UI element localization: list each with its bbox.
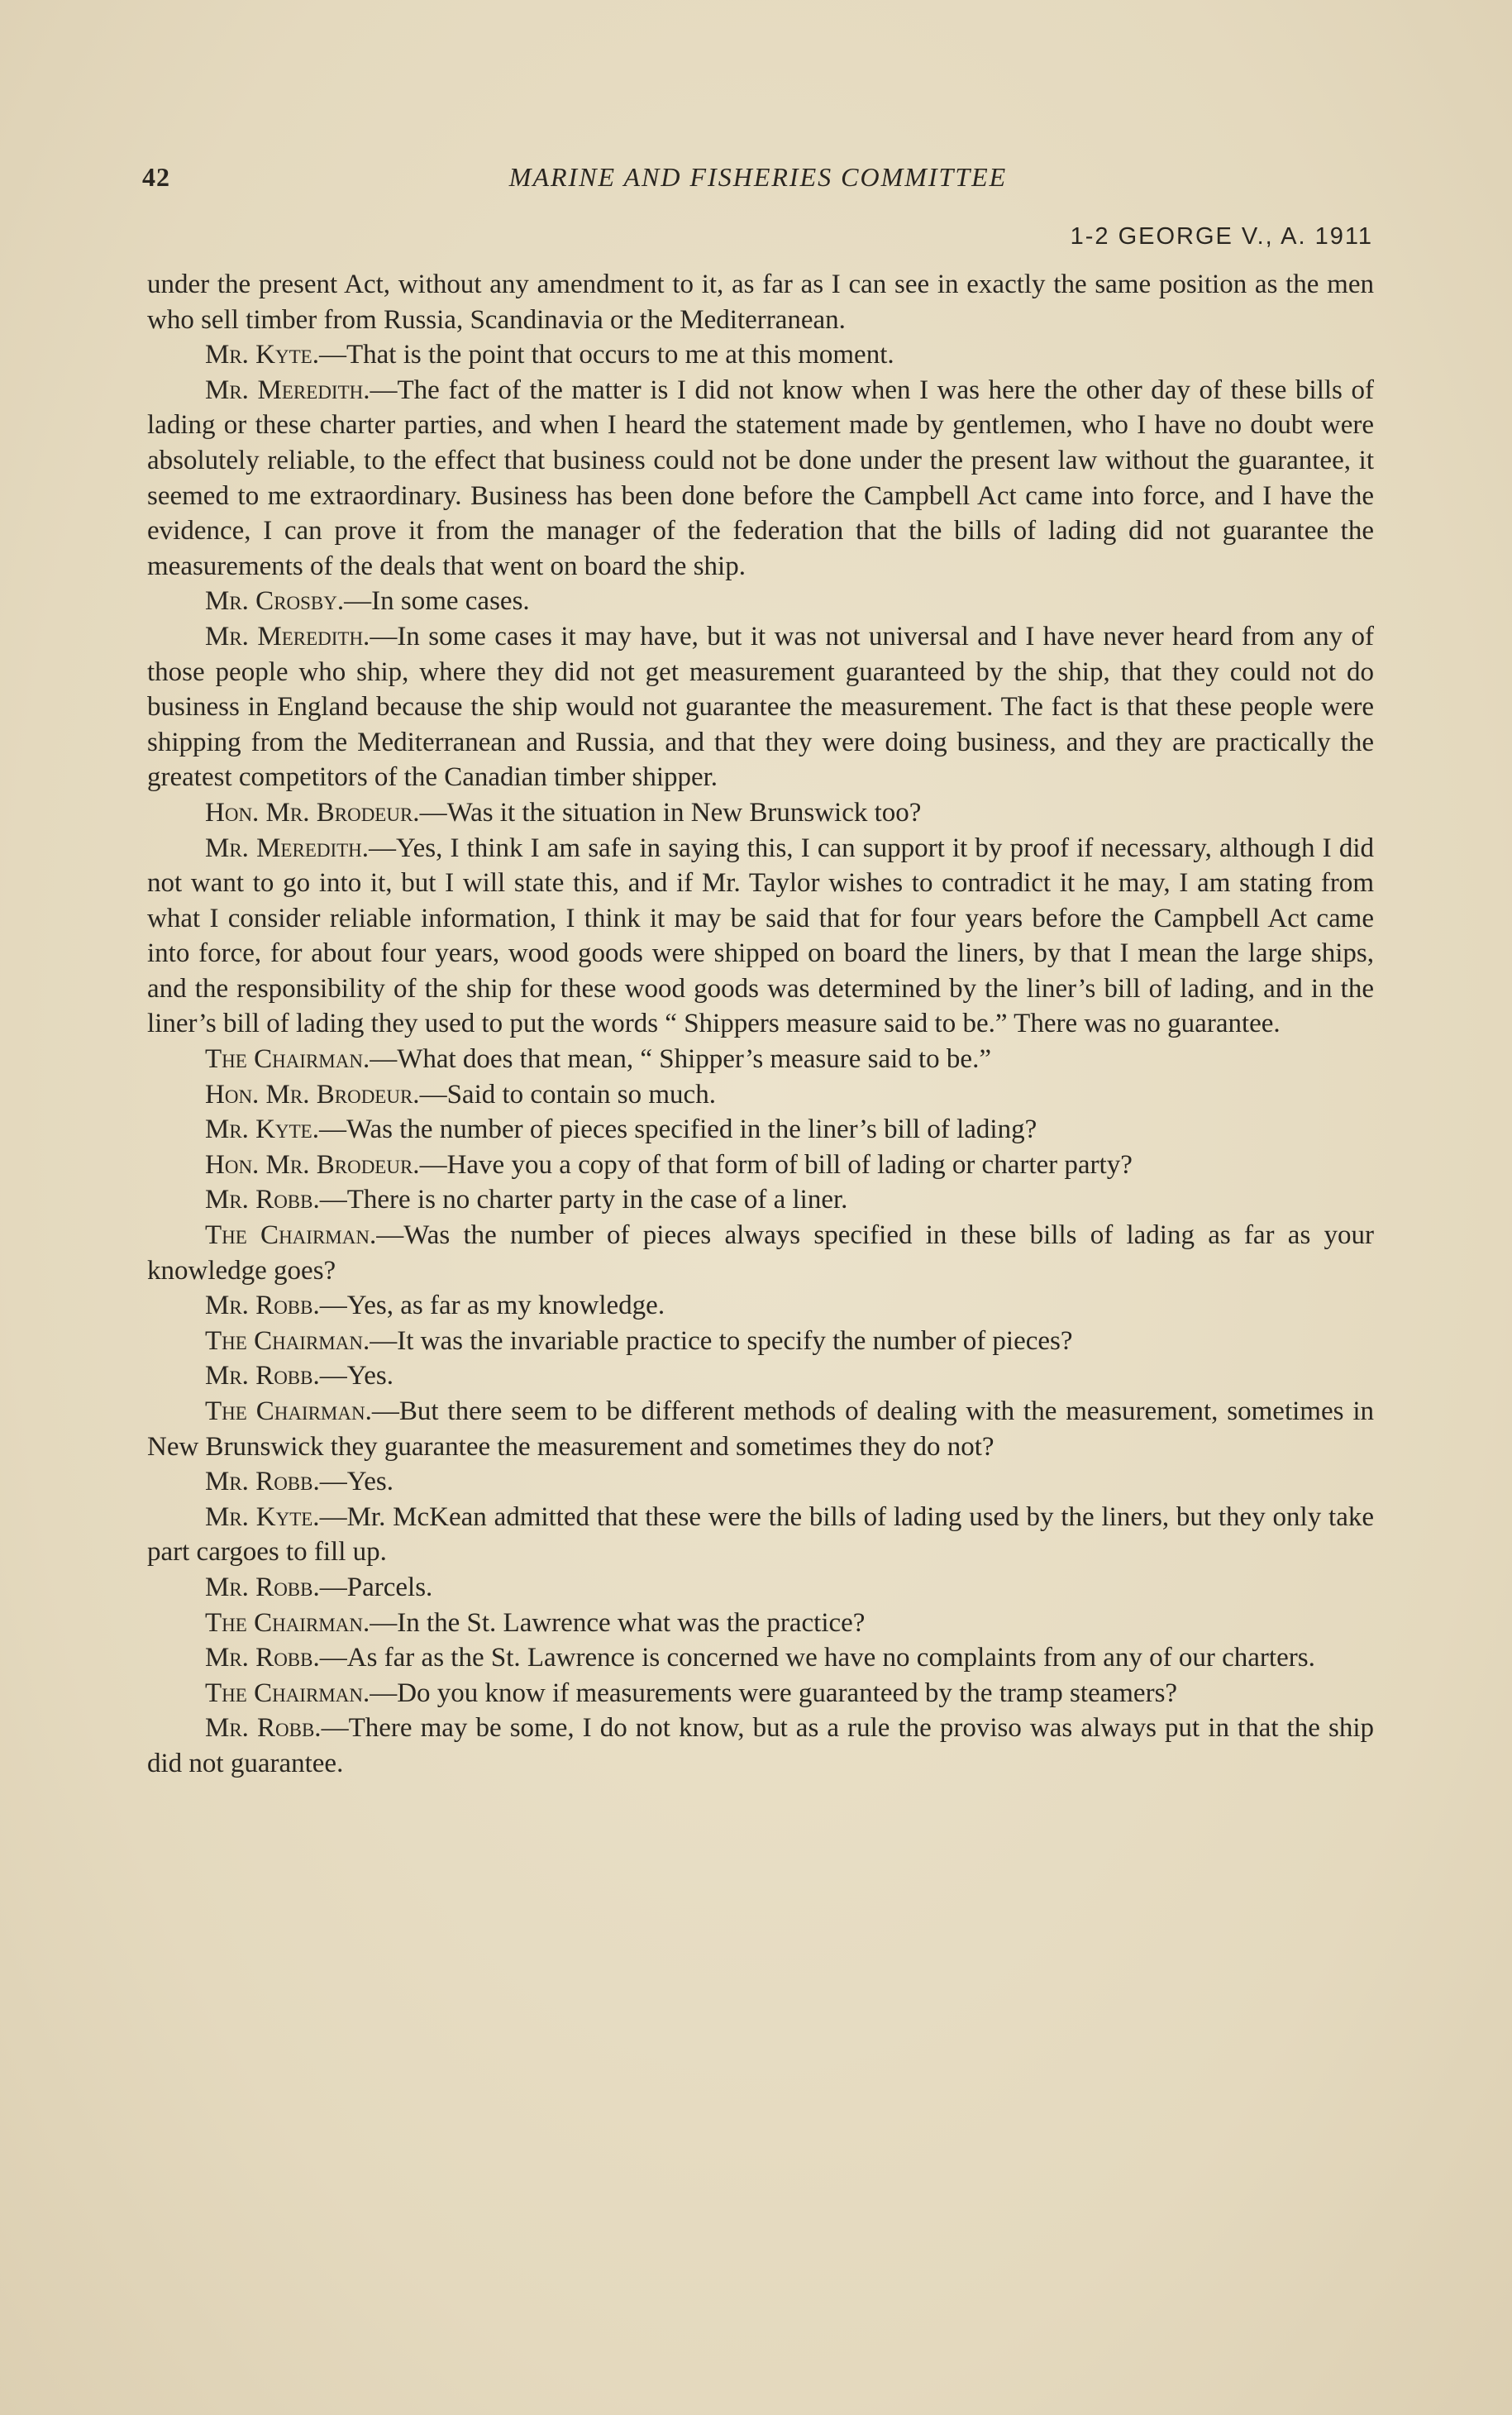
paragraph	[147, 1500, 1374, 1570]
paragraph	[147, 1676, 1374, 1711]
paragraph-text: —Mr. McKean admitted that these were the bills of lading used by the liners, but they only take part cargoes to fill up.	[147, 1501, 1374, 1568]
speaker-name: Mr. Meredith.	[205, 833, 370, 863]
paragraph-text: —That is the point that occurs to me at this moment.	[318, 340, 894, 370]
speaker-name: Mr. Kyte.	[205, 340, 319, 370]
paragraph	[147, 619, 1374, 795]
page-header	[142, 162, 1374, 198]
speaker-name: Mr. Crosby.	[205, 586, 345, 617]
paragraph	[147, 1288, 1374, 1324]
speaker-name: The Chairman.	[205, 1678, 370, 1708]
paragraph	[147, 1606, 1374, 1641]
paragraph	[147, 1148, 1374, 1183]
paragraph-text: —In the St. Lawrence what was the practice?	[370, 1607, 866, 1638]
paragraph	[147, 1464, 1374, 1500]
paragraph	[147, 831, 1374, 1043]
paragraph	[147, 1112, 1374, 1148]
paragraph-text: —But there seem to be different methods of dealing with the measurement, sometimes in New Brunswick they guarantee the measurement and sometimes they do not?	[147, 1396, 1375, 1462]
paragraph-text: —The fact of the matter is I did not know when I was here the other day of these bills of lading or these charter parties, and when I heard the statement made by gentlemen, who I have no doubt were absolutely reliable, to the effect that business could not be done under the present law without the guarantee, it seemed to me extraordinary. Business has been done before the Campbell Act came into force, and I have the evidence, I can prove it from the manager of the federation that the bills of lading did not guarantee the measurements of the deals that went on board the ship.	[147, 375, 1374, 581]
speaker-name: Mr. Meredith.	[205, 621, 370, 651]
speaker-name: Mr. Robb.	[205, 1572, 320, 1602]
paragraph	[147, 1042, 1374, 1077]
paragraph-text: —Yes.	[319, 1467, 394, 1497]
speaker-name: The Chairman.	[205, 1325, 370, 1356]
speaker-name: Mr. Kyte.	[205, 1501, 320, 1532]
paragraph	[147, 1570, 1374, 1606]
paragraph	[147, 1711, 1374, 1781]
paragraph	[147, 1640, 1374, 1676]
paragraph	[147, 373, 1374, 585]
session-reference: 1-2 GEORGE V., A. 1911	[1070, 223, 1373, 250]
paragraph-text: —It was the invariable practice to specify the number of pieces?	[370, 1325, 1073, 1356]
speaker-name: The Chairman.	[205, 1044, 370, 1075]
paragraph	[147, 1394, 1374, 1464]
paragraph-text: —As far as the St. Lawrence is concerned we have no complaints from any of our charters.	[319, 1643, 1315, 1673]
speaker-name: Hon. Mr. Brodeur.	[205, 797, 420, 828]
speaker-name: Mr. Robb.	[205, 1185, 320, 1215]
speaker-name: Hon. Mr. Brodeur.	[205, 1149, 420, 1180]
speaker-name: The Chairman.	[205, 1396, 372, 1426]
speaker-name: Mr. Kyte.	[205, 1114, 319, 1145]
paragraph-text: —Was the number of pieces specified in the liner’s bill of lading?	[318, 1114, 1037, 1145]
paragraph-text: under the present Act, without any amendment to it, as far as I can see in exactly the same position as the men who sell timber from Russia, Scandinavia or the Mediterranean.	[147, 270, 1374, 335]
speaker-name: The Chairman.	[205, 1607, 370, 1638]
speaker-name: The Chairman.	[205, 1220, 377, 1251]
paragraph-text: —There may be some, I do not know, but as a rule the proviso was always put in that the ship did not guarantee.	[147, 1713, 1374, 1778]
paragraph	[147, 1182, 1374, 1218]
paragraph-text: —Said to contain so much.	[419, 1079, 716, 1110]
paragraph	[147, 1324, 1374, 1359]
page-number: 42	[142, 162, 170, 192]
paragraph-text: —Yes.	[319, 1361, 394, 1391]
paragraph-text: —There is no charter party in the case of a liner.	[319, 1185, 848, 1215]
speaker-name: Mr. Robb.	[205, 1291, 320, 1321]
speaker-name: Mr. Robb.	[205, 1643, 320, 1673]
paragraph-text: —Was the number of pieces always specified in these bills of lading as far as your knowledge goes?	[147, 1220, 1375, 1286]
speaker-name: Hon. Mr. Brodeur.	[205, 1079, 420, 1110]
paragraph-text: —Parcels.	[319, 1572, 433, 1602]
paragraph	[147, 1218, 1374, 1288]
paragraph-text: —Yes, as far as my knowledge.	[319, 1291, 665, 1321]
paragraph	[147, 267, 1374, 337]
body-text	[147, 267, 1374, 1782]
speaker-name: Mr. Robb.	[205, 1467, 320, 1497]
paragraph	[147, 584, 1374, 619]
paragraph-text: —What does that mean, “ Shipper’s measure said to be.”	[370, 1044, 991, 1075]
paragraph	[147, 1358, 1374, 1394]
speaker-name: Mr. Meredith.	[205, 375, 370, 405]
paragraph-text: —Have you a copy of that form of bill of lading or charter party?	[419, 1149, 1133, 1180]
paragraph-text: —Was it the situation in New Brunswick too?	[419, 797, 922, 828]
paragraph-text: —In some cases it may have, but it was not universal and I have never heard from any of those people who ship, where they did not get measurement guaranteed by the ship, that they could not do business in England because the ship would not guarantee the measurement. The fact is that these people were shipping from the Mediterranean and Russia, and that they were doing business, and they are practically the greatest competitors of the Canadian timber shipper.	[147, 621, 1374, 793]
paragraph-text: —Do you know if measurements were guaranteed by the tramp steamers?	[370, 1678, 1178, 1708]
paragraph	[147, 337, 1374, 373]
running-title: MARINE AND FISHERIES COMMITTEE	[508, 162, 1008, 192]
paragraph-text: —In some cases.	[344, 586, 530, 617]
paragraph	[147, 1077, 1374, 1113]
paragraph-text: —Yes, I think I am safe in saying this, I can support it by proof if necessary, although I did not want to go into it, but I will state this, and if Mr. Taylor wishes to contradict it he may, I am stating from what I consider reliable information, I think it may be said that for four years before the Campbell Act came into force, for about four years, wood goods were shipped on board the liners, by that I mean the large ships, and the responsibility of the ship for these wood goods was determined by the liner’s bill of lading, and in the liner’s bill of lading they used to put the words “ Shippers measure said to be.” There was no guarantee.	[147, 833, 1374, 1039]
paragraph	[147, 795, 1374, 831]
speaker-name: Mr. Robb.	[205, 1713, 322, 1744]
speaker-name: Mr. Robb.	[205, 1361, 320, 1391]
